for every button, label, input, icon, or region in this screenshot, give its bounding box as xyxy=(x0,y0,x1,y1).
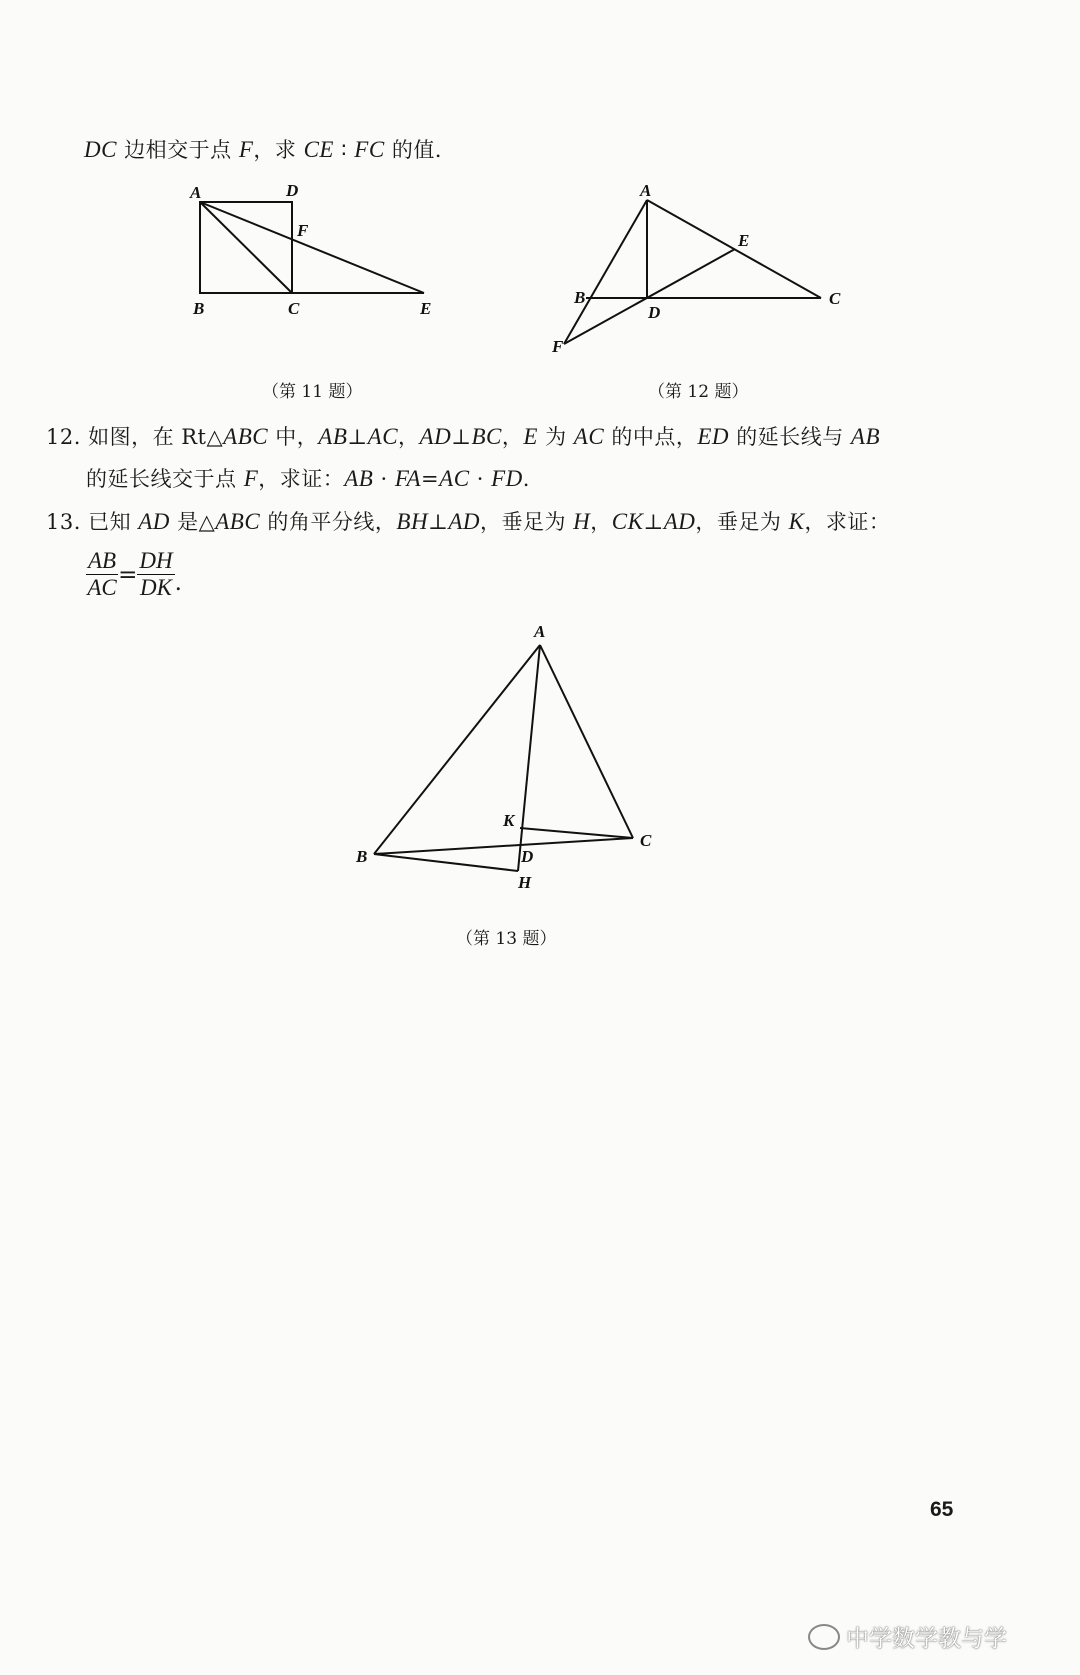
text-segment: ⊥ xyxy=(451,425,472,449)
math-symbol: AD xyxy=(663,509,696,534)
text-segment: ，求证： xyxy=(804,510,891,534)
segment-ah xyxy=(518,645,540,871)
label-A: A xyxy=(534,622,546,641)
problem-12-line-1 xyxy=(46,421,880,451)
text-segment: 中， xyxy=(268,425,319,449)
text-segment: 为 xyxy=(537,425,574,449)
wechat-icon xyxy=(808,1624,840,1650)
math-symbol: AD xyxy=(419,424,452,449)
math-symbol: ABC xyxy=(215,509,261,534)
figure-11 xyxy=(189,181,431,318)
segment-ac xyxy=(200,202,292,293)
problem-12-line-2 xyxy=(86,463,530,493)
text-segment: 的中点， xyxy=(604,425,698,449)
math-symbol: BC xyxy=(471,424,502,449)
label-F: F xyxy=(297,221,309,240)
math-symbol: ABC xyxy=(223,424,269,449)
segment-kc xyxy=(520,828,633,838)
math-symbol: AD xyxy=(448,509,480,534)
text-segment: ， xyxy=(590,510,612,534)
segment-bh xyxy=(374,854,518,871)
label-D: D xyxy=(286,181,299,200)
caption-figure-13: （第 13 题） xyxy=(456,929,557,949)
label-D: D xyxy=(648,303,661,322)
label-F: F xyxy=(552,337,564,356)
label-E: E xyxy=(738,231,750,250)
math-symbol: AB xyxy=(318,424,348,449)
label-A: A xyxy=(190,183,202,202)
text-segment: ⊥ xyxy=(643,510,664,534)
segment-bc xyxy=(374,838,633,854)
text-segment: 的值． xyxy=(384,138,457,162)
text-segment: ⊥ xyxy=(347,425,368,449)
text-segment: ∶ xyxy=(333,138,355,162)
math-symbol: K xyxy=(788,509,805,534)
segment-af xyxy=(564,200,647,344)
fraction-ab-ac xyxy=(86,548,118,601)
math-symbol: BH xyxy=(396,509,429,534)
figure-13 xyxy=(355,622,652,892)
text-segment: ，垂足为 xyxy=(479,510,574,534)
text-segment: ，求证： xyxy=(258,467,345,491)
math-symbol: FA xyxy=(394,466,422,491)
math-symbol: H xyxy=(573,509,591,534)
denominator: AC xyxy=(87,575,117,600)
label-B: B xyxy=(356,847,368,866)
label-C: C xyxy=(640,831,652,850)
text-segment: ⊥ xyxy=(428,510,449,534)
text-segment: . xyxy=(522,467,530,491)
text-segment: 边相交于点 xyxy=(116,138,239,162)
math-symbol: AB xyxy=(344,466,374,491)
numerator: AB xyxy=(88,548,117,573)
math-symbol: F xyxy=(238,137,254,162)
watermark-text: 中学数学教与学 xyxy=(846,1626,1007,1652)
caption-figure-12: （第 12 题） xyxy=(648,382,749,402)
denominator: DK xyxy=(140,575,172,600)
math-symbol: FD xyxy=(491,466,523,491)
text-segment: = xyxy=(421,467,440,491)
problem-13-line-1 xyxy=(46,506,890,536)
text-segment: ， xyxy=(501,425,524,449)
segment-ab xyxy=(374,645,540,854)
label-C: C xyxy=(288,299,300,318)
label-E: E xyxy=(420,299,432,318)
figure-12 xyxy=(551,181,841,356)
watermark xyxy=(808,1620,1007,1653)
math-symbol: CK xyxy=(611,509,644,534)
text-segment: ，求 xyxy=(253,138,304,162)
text-segment: 的延长线交于点 xyxy=(86,467,244,491)
problem-13-equation xyxy=(86,548,182,601)
math-symbol: AC xyxy=(439,466,470,491)
math-symbol: E xyxy=(523,424,538,449)
math-symbol: F xyxy=(243,466,259,491)
math-symbol: AD xyxy=(138,509,170,534)
text-segment: · xyxy=(469,467,492,491)
label-H: H xyxy=(518,873,532,892)
segment-ac xyxy=(540,645,633,838)
text-segment: 是△ xyxy=(169,510,216,534)
math-symbol: AB xyxy=(850,424,880,449)
math-symbol: DC xyxy=(84,137,117,162)
segment-fe xyxy=(564,249,735,344)
period: . xyxy=(174,569,182,596)
label-C: C xyxy=(829,289,841,308)
label-A: A xyxy=(640,181,652,200)
segment-ae xyxy=(200,202,424,293)
text-segment: 12. 如图，在 Rt△ xyxy=(46,425,224,449)
text-segment: ， xyxy=(398,425,420,449)
math-symbol: ED xyxy=(697,424,730,449)
equals-sign: = xyxy=(118,561,138,588)
math-symbol: FC xyxy=(354,137,385,162)
label-K: K xyxy=(503,811,515,830)
label-D: D xyxy=(521,847,534,866)
text-segment: · xyxy=(373,467,395,491)
math-symbol: CE xyxy=(303,137,334,162)
text-segment: 的角平分线， xyxy=(260,510,397,534)
label-B: B xyxy=(193,299,205,318)
math-symbol: AC xyxy=(573,424,605,449)
text-segment: ，垂足为 xyxy=(695,510,789,534)
page-number: 65 xyxy=(930,1498,954,1521)
numerator: DH xyxy=(139,548,173,573)
math-symbol: AC xyxy=(367,424,399,449)
label-B: B xyxy=(574,288,586,307)
text-segment: 13. 已知 xyxy=(46,510,139,534)
text-segment: 的延长线与 xyxy=(729,425,851,449)
caption-figure-11: （第 11 题） xyxy=(262,382,363,402)
fraction-dh-dk xyxy=(137,548,174,601)
